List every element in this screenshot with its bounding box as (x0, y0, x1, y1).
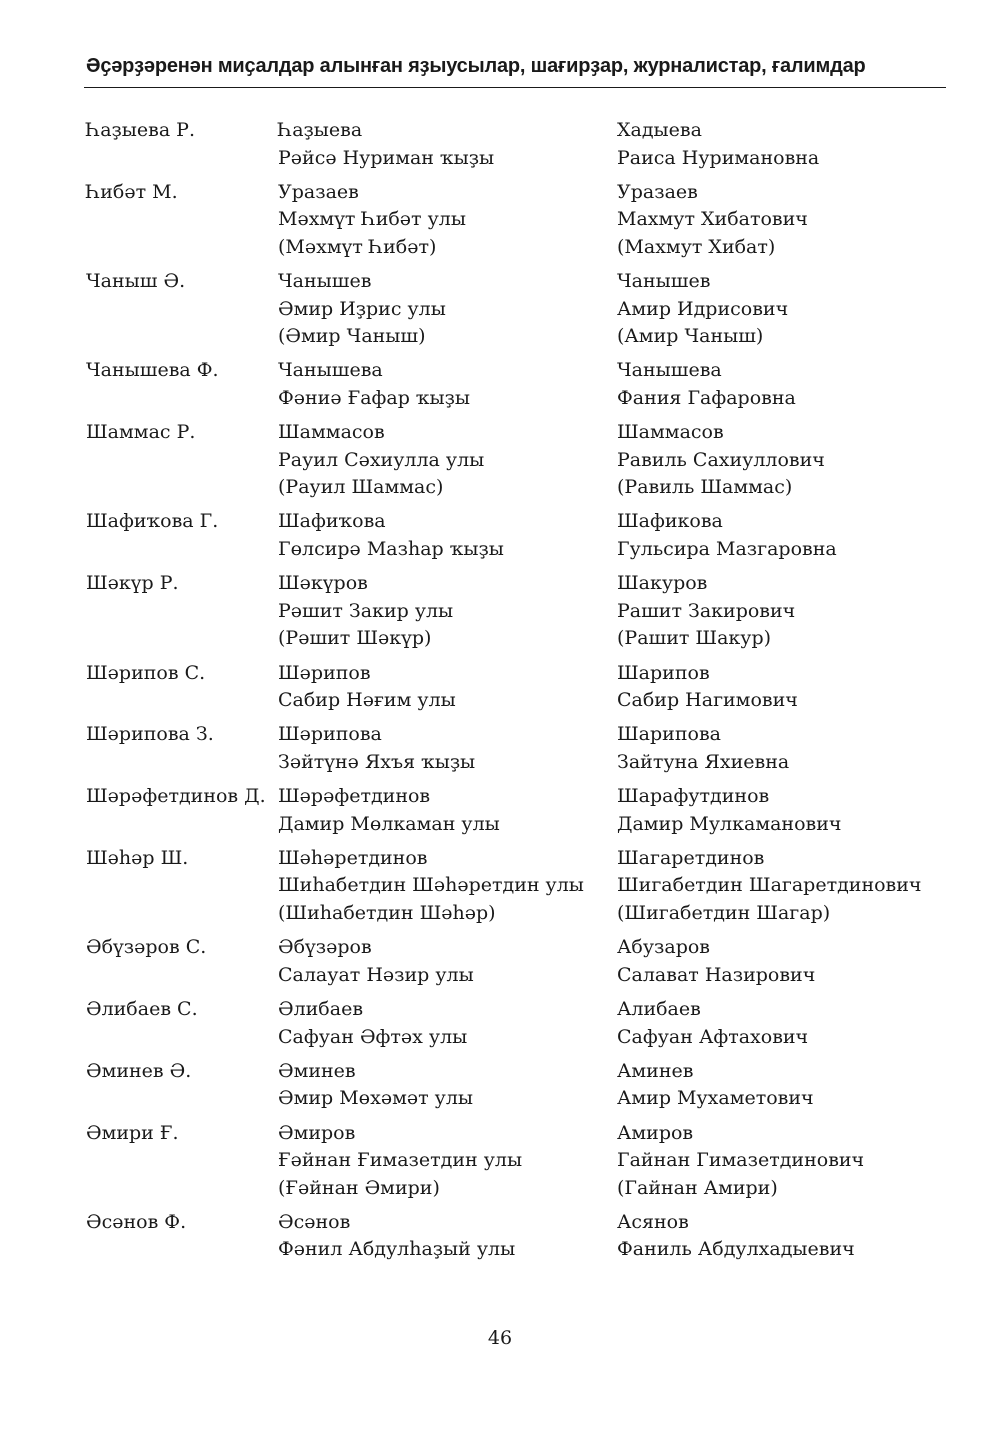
bashkir-full-name (278, 508, 617, 563)
short-name: Һаҙыева Р. (86, 119, 196, 141)
russian-name-line: (Шигабетдин Шагар) (617, 901, 831, 924)
name-list (86, 117, 946, 1271)
bashkir-name-line: Шәкүров (278, 572, 368, 595)
russian-full-name (617, 1120, 946, 1203)
russian-name-line: Чанышева (617, 359, 722, 382)
short-name: Һибәт М. (86, 180, 178, 203)
name-entry (86, 1058, 946, 1113)
name-entry (86, 996, 946, 1051)
russian-name-line: Шагаретдинов (617, 846, 765, 869)
bashkir-name-line: Салауат Нәзир улы (278, 963, 474, 986)
russian-name-line: Фаниль Абдулхадыевич (617, 1238, 855, 1261)
russian-full-name (617, 660, 946, 715)
russian-full-name (617, 419, 946, 502)
page-header-title: Әҫәрҙәренән миҫалдар алынған яҙыусылар, шағирҙар, журналистар, ғалимдар (86, 55, 866, 77)
bashkir-name-line: (Рауил Шаммас) (278, 476, 444, 499)
russian-full-name (617, 721, 946, 776)
russian-name-line: Шарафутдинов (617, 785, 770, 808)
russian-name-line: Аминев (617, 1059, 694, 1082)
russian-full-name (617, 179, 946, 262)
short-name: Шаммас Р. (86, 421, 196, 444)
russian-name-line: Сафуан Афтахович (617, 1025, 809, 1048)
bashkir-name-line: Шафиҡова (278, 510, 386, 533)
short-name: Әлибаев С. (86, 998, 198, 1021)
bashkir-name-line: Әбүзәров (278, 936, 372, 959)
russian-name-line: Шафикова (617, 510, 723, 533)
russian-name-line: Шакуров (617, 572, 708, 595)
name-entry (86, 845, 946, 928)
bashkir-full-name (278, 1209, 617, 1264)
name-entry (86, 117, 946, 172)
bashkir-name-line: Әмир Мөхәмәт улы (278, 1087, 474, 1110)
short-name: Әсәнов Ф. (86, 1210, 187, 1233)
russian-name-line: (Амир Чаныш) (617, 325, 764, 348)
russian-name-line: Хадыева (617, 119, 702, 141)
bashkir-name-line: Шәрәфетдинов (278, 785, 431, 808)
short-name: Әмири Ғ. (86, 1121, 179, 1144)
bashkir-full-name (278, 845, 617, 928)
bashkir-name-line: Әлибаев (278, 998, 364, 1021)
name-entry (86, 1209, 946, 1264)
russian-name-line: Шигабетдин Шагаретдинович (617, 874, 922, 897)
bashkir-name-line: Рауил Сәхиулла улы (278, 448, 485, 471)
bashkir-name-line: Уразаев (278, 180, 359, 203)
bashkir-name-line: Гөлсирә Мазһар ҡыҙы (278, 537, 504, 560)
russian-name-line: Амир Мухаметович (617, 1087, 814, 1110)
bashkir-name-line: Шиһабетдин Шәһәретдин улы (278, 874, 584, 897)
russian-full-name (617, 508, 946, 563)
name-entry (86, 179, 946, 262)
bashkir-name-line: Сафуан Әфтәх улы (278, 1025, 468, 1048)
page-number: 46 (487, 1327, 513, 1349)
bashkir-name-line: Фәниә Ғафар ҡыҙы (278, 386, 470, 409)
name-entry (86, 419, 946, 502)
bashkir-full-name (278, 179, 617, 262)
name-entry (86, 570, 946, 653)
bashkir-full-name (278, 117, 617, 172)
header-divider (84, 87, 946, 88)
bashkir-full-name (278, 1120, 617, 1203)
russian-name-line: Шарипова (617, 723, 721, 746)
russian-name-line: Салават Назирович (617, 963, 816, 986)
short-name: Әминев Ә. (86, 1059, 192, 1082)
bashkir-name-line: Шәрипов (278, 661, 371, 684)
russian-name-line: Абузаров (617, 936, 710, 959)
russian-full-name (617, 117, 946, 172)
bashkir-full-name (278, 660, 617, 715)
russian-name-line: Алибаев (617, 998, 701, 1021)
bashkir-name-line: Мәхмүт Һибәт улы (278, 208, 466, 231)
russian-name-line: (Гайнан Амири) (617, 1176, 778, 1199)
name-entry (86, 783, 946, 838)
russian-name-line: Амиров (617, 1121, 694, 1144)
russian-full-name (617, 783, 946, 838)
name-entry (86, 721, 946, 776)
russian-name-line: (Равиль Шаммас) (617, 476, 793, 499)
russian-name-line: Дамир Мулкаманович (617, 812, 842, 835)
bashkir-name-line: (Әмир Чаныш) (278, 325, 426, 348)
russian-full-name (617, 570, 946, 653)
russian-name-line: Чанышев (617, 270, 711, 293)
bashkir-full-name (278, 419, 617, 502)
bashkir-name-line: Әсәнов (278, 1210, 351, 1233)
short-name: Шәрәфетдинов Д. (86, 785, 266, 808)
russian-full-name (617, 996, 946, 1051)
bashkir-name-line: Әмир Иҙрис улы (278, 297, 446, 320)
russian-name-line: Махмут Хибатович (617, 208, 808, 231)
bashkir-name-line: Әмиров (278, 1121, 356, 1144)
bashkir-name-line: Дамир Мөлкаман улы (278, 812, 500, 835)
russian-name-line: (Рашит Шакур) (617, 627, 772, 650)
russian-name-line: Зайтуна Яхиевна (617, 750, 790, 773)
name-entry (86, 1120, 946, 1203)
bashkir-name-line: (Рәшит Шәкүр) (278, 627, 432, 650)
bashkir-name-line: Шәрипова (278, 723, 382, 746)
russian-full-name (617, 268, 946, 351)
russian-name-line: Асянов (617, 1210, 689, 1233)
short-name: Чаныш Ә. (86, 270, 186, 293)
short-name: Шафиҡова Г. (86, 510, 219, 533)
bashkir-full-name (278, 1058, 617, 1113)
russian-name-line: Рашит Закирович (617, 599, 796, 622)
russian-name-line: Гайнан Гимазетдинович (617, 1149, 865, 1172)
name-entry (86, 357, 946, 412)
russian-name-line: Уразаев (617, 180, 698, 203)
short-name: Шәрипова З. (86, 723, 214, 746)
russian-name-line: Равиль Сахиуллович (617, 448, 825, 471)
bashkir-name-line: Һаҙыева (278, 119, 363, 141)
bashkir-full-name (278, 357, 617, 412)
russian-name-line: Шарипов (617, 661, 710, 684)
name-entry (86, 268, 946, 351)
russian-name-line: Гульсира Мазгаровна (617, 537, 837, 560)
russian-full-name (617, 845, 946, 928)
short-name: Әбүзәров С. (86, 936, 207, 959)
short-name: Чанышева Ф. (86, 359, 219, 382)
russian-name-line: (Махмут Хибат) (617, 235, 776, 258)
russian-name-line: Фания Гафаровна (617, 386, 796, 409)
bashkir-name-line: Фәнил Абдулһаҙый улы (278, 1238, 516, 1261)
bashkir-full-name (278, 268, 617, 351)
bashkir-name-line: Шәһәретдинов (278, 846, 428, 869)
short-name: Шәһәр Ш. (86, 846, 189, 869)
bashkir-name-line: Әминев (278, 1059, 356, 1082)
bashkir-full-name (278, 721, 617, 776)
bashkir-full-name (278, 934, 617, 989)
russian-name-line: Раиса Нуримановна (617, 146, 820, 169)
name-entry (86, 660, 946, 715)
bashkir-name-line: Чанышев (278, 270, 372, 293)
bashkir-full-name (278, 996, 617, 1051)
name-entry (86, 934, 946, 989)
bashkir-full-name (278, 783, 617, 838)
russian-name-line: Шаммасов (617, 421, 724, 444)
russian-full-name (617, 934, 946, 989)
short-name: Шәрипов С. (86, 661, 206, 684)
bashkir-name-line: Рәйсә Нуриман ҡыҙы (278, 146, 495, 169)
russian-full-name (617, 1058, 946, 1113)
russian-full-name (617, 357, 946, 412)
name-entry (86, 508, 946, 563)
bashkir-name-line: (Ғәйнан Әмири) (278, 1176, 440, 1199)
russian-name-line: Амир Идрисович (617, 297, 789, 320)
bashkir-name-line: (Мәхмүт Һибәт) (278, 235, 437, 258)
bashkir-name-line: (Шиһабетдин Шәһәр) (278, 901, 496, 924)
bashkir-name-line: Чанышева (278, 359, 383, 382)
short-name: Шәкүр Р. (86, 572, 179, 595)
bashkir-name-line: Сабир Нәғим улы (278, 689, 456, 712)
russian-full-name (617, 1209, 946, 1264)
bashkir-name-line: Зәйтүнә Яхъя ҡыҙы (278, 750, 476, 773)
bashkir-name-line: Шаммасов (278, 421, 385, 444)
bashkir-full-name (278, 570, 617, 653)
bashkir-name-line: Ғәйнан Ғимазетдин улы (278, 1149, 523, 1172)
bashkir-name-line: Рәшит Закир улы (278, 599, 454, 622)
russian-name-line: Сабир Нагимович (617, 689, 798, 712)
